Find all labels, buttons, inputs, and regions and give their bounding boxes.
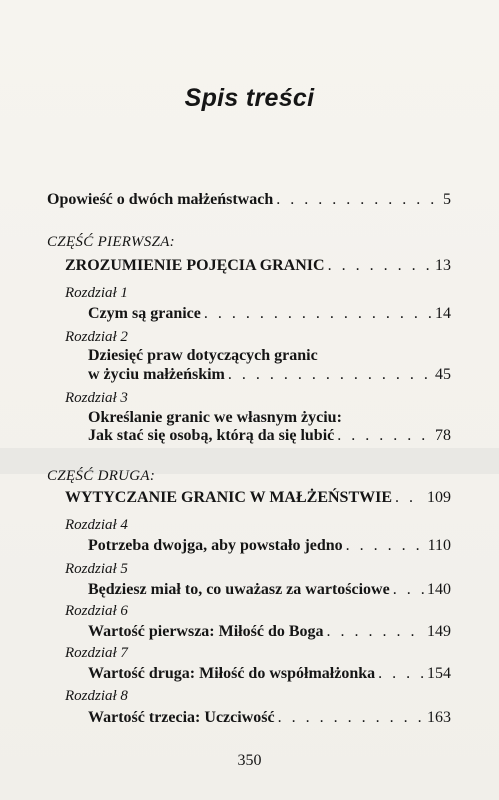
- entry-page: 13: [435, 257, 451, 274]
- toc-title: Spis treści: [184, 84, 315, 112]
- chapter-label: Rozdział 6: [65, 603, 128, 619]
- toc-entry-chapter-2: [88, 366, 451, 384]
- leader-dots: [395, 489, 424, 507]
- chapter-label: Rozdział 1: [65, 285, 128, 301]
- leader-dots: [204, 305, 432, 323]
- leader-dots: [327, 623, 424, 641]
- part-label: CZĘŚĆ DRUGA:: [47, 468, 156, 484]
- entry-title: Będziesz miał to, co uważasz za wartościowe: [88, 581, 390, 598]
- toc-entry-chapter-1: [88, 305, 451, 323]
- chapter-label: Rozdział 5: [65, 561, 128, 577]
- entry-title: Jak stać się osobą, którą da się lubić: [88, 427, 335, 444]
- chapter-label: Rozdział 2: [65, 329, 128, 345]
- chapter-label: Rozdział 7: [65, 645, 128, 661]
- entry-title-line: Określanie granic we własnym życiu:: [88, 409, 342, 426]
- leader-dots: [378, 665, 424, 683]
- toc-entry-chapter-5: [88, 581, 451, 599]
- entry-page: 110: [427, 537, 451, 554]
- page-number: 350: [237, 752, 262, 769]
- toc-entry-chapter-7: [88, 665, 451, 683]
- toc-entry-chapter-3: [88, 427, 451, 445]
- chapter-label: Rozdział 8: [65, 688, 128, 704]
- entry-page: 109: [427, 489, 451, 506]
- entry-title: Czym są granice: [88, 305, 201, 322]
- leader-dots: [393, 581, 424, 599]
- chapter-label: Rozdział 4: [65, 517, 128, 533]
- toc-entry-part-2: [65, 489, 451, 507]
- toc-entry-part-1: [65, 257, 451, 275]
- entry-page: 154: [427, 665, 451, 682]
- part-label: CZĘŚĆ PIERWSZA:: [47, 234, 175, 250]
- entry-title: Potrzeba dwojga, aby powstało jedno: [88, 537, 343, 554]
- toc-entry-chapter-4: [88, 537, 451, 555]
- entry-title: Wartość druga: Miłość do współmałżonka: [88, 665, 376, 682]
- toc-entry-intro: [47, 191, 451, 209]
- entry-page: 5: [443, 191, 451, 208]
- entry-title: WYTYCZANIE GRANIC W MAŁŻEŃSTWIE: [65, 489, 393, 506]
- entry-page: 140: [427, 581, 451, 598]
- entry-page: 163: [427, 709, 451, 726]
- entry-title: ZROZUMIENIE POJĘCIA GRANIC: [65, 257, 325, 274]
- leader-dots: [276, 191, 440, 209]
- leader-dots: [328, 257, 432, 275]
- leader-dots: [278, 709, 424, 727]
- leader-dots: [346, 537, 425, 555]
- entry-page: 78: [435, 427, 451, 444]
- toc-entry-chapter-8: [88, 709, 451, 727]
- leader-dots: [337, 427, 432, 445]
- entry-title: Wartość trzecia: Uczciwość: [88, 709, 275, 726]
- entry-page: 14: [435, 305, 451, 322]
- entry-title: w życiu małżeńskim: [88, 366, 225, 383]
- entry-title: Opowieść o dwóch małżeństwach: [47, 191, 274, 208]
- entry-page: 45: [435, 366, 451, 383]
- toc-entry-chapter-6: [88, 623, 451, 641]
- chapter-label: Rozdział 3: [65, 390, 128, 406]
- entry-title: Wartość pierwsza: Miłość do Boga: [88, 623, 324, 640]
- leader-dots: [228, 366, 432, 384]
- entry-title-line: Dziesięć praw dotyczących granic: [88, 347, 318, 364]
- entry-page: 149: [427, 623, 451, 640]
